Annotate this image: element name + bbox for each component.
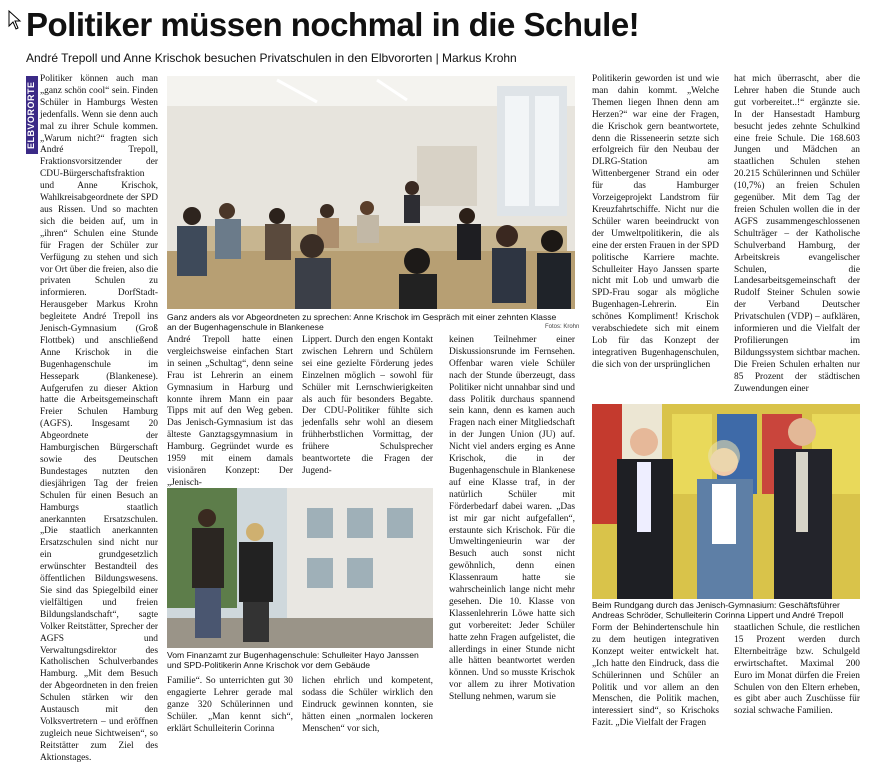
- headline: Politiker müssen nochmal in die Schule!: [26, 6, 640, 43]
- article-column-3b: [302, 676, 433, 736]
- article-text-4: keinen Teilnehmer einer Diskussionsrunde im Fernsehen. Offenbar waren viele Schüler nach der Stunde überzeugt, dass Politiker nicht unnahbar sind und dass Politik durchaus spannend sein kann, denn es kamen auch Fragen nach einer Mitgliedschaft in der Jungen Union (JU) auf. Nicht viel anders erging es Anne Krischok, die in der Bugenhagenschule in Blankenese auf eine Klasse traf, in der natürlich Schüler mit Förderbedarf dabei waren. „Das ist mir gar nicht aufgefallen“, erstaunte sich Krischok. Für die Umweltingenieurin war der Besuch auch sonst nicht gewöhnlich, denn einen Klassenraum hatte sie wahrscheinlich lange nicht mehr gesehen. Die 10. Klasse von Klassenlehrerin Löwe hatte sich gut vorbereitet: Jeder Schüler hatte zehn Fragen aufgelistet, die allerdings in einer Stunde nicht alle hätten beantwortet werden können. Und so musste Krischok vor allem zu ihrer Motivation Stellung nehmen, warum sie: [449, 335, 576, 703]
- article-column-2b: [167, 676, 293, 736]
- article-text-6: hat mich überrascht, aber die Lehrer haben die Stunde auch gut vorbereitet..!“ ergänzte sie. In der Hansestadt Hamburg besucht jedes zehnte Schulkind eine freie Schule. Die 168.603 Jungen und Mädchen an staatlichen Schulen stehen 20.215 Schülerinnen und Schüler (10,7%) an freien Schulen gegenüber. Mit dem Tag der freien Schulen wollen die in der AGFS zusammengeschlossenen Schulträger – der Katholische Schulverband Hamburg, der Arbeitskreis evangelischer Schulen, die Landesarbeitsgemeinschaft der Rudolf Steiner Schulen sowie der Verband Deutscher Privatschulen (VDP) – aufklären, informieren und die Vielfalt der Profilierungen im Bildungssystem sichtbar machen. Die Freien Schulen erhalten nur 85 Prozent der städtischen Zuwendungen einer: [734, 74, 860, 394]
- article-text-1: Politiker können auch man „ganz schön cool“ sein. Finden Schüler in Hamburgs Westen jedenfalls. Wenn sie denn auch mal zu ihrer Schule kommen. „Warum nicht?“ fragten sich André Trepoll, Fraktionsvorsitzender der CDU-Bürgerschaftsfraktion und Anne Krischok, Wahlkreisabgeordnete der SPD aus Rissen. Und so machten sich die beiden auf, um in „ihren“ Schulen eine Stunde für Fragen der Schüler zur Verfügung zu stehen und sich vor Ort über die freien, also die privaten Schulen zu informieren. DorfStadt-Herausgeber Markus Krohn begleitete André Trepoll ins Jenisch-Gymnasium (Groß Flottbek) und anschließend Anne Krischok in die Bugenhagenschule im Hessepark (Blankenese). Aufgerufen zu dieser Aktion hatte die Arbeitsgemeinschaft Freier Schulen Hamburg (AGFS). Insgesamt 20 Abgeordnete der Hamburgischen Bürgerschaft sowie des Deutschen Bundestages nutzten den diesjährigen Tag der freien Schulen für einen Besuch an Hamburgs staatlich anerkannten Ersatzschulen. „Die staatlich anerkannten Ersatzschulen sind nicht nur ein grundgesetzlich erwünschter Bestandteil des öffentlichen Bildungswesens. Sie sind das Spiegelbild einer vielfältigen und freien Bildungslandschaft“, sagte Volker Reitstätter, Sprecher der AGFS und Verwaltungsdirektor des Katholischen Schulverbandes Hamburg. „Mit dem Besuch der Abgeordneten in den freien Schulen stärken wir den Austausch mit den Volksvertretern – und eröffnen zugleich neue Sichtweisen“, so Reitstätter zum Ziel des Aktionstages.: [40, 74, 158, 763]
- article-text-2: André Trepoll hatte einen vergleichsweise einfachen Start in seinen „Schultag“, denn seine Frau ist Lehrerin an einem Gymnasium in Harburg und konnte ihrem Mann ein paar Tipps mit auf den Weg geben. Das Jenisch-Gymnasium ist das älteste Ganztagsgymnasium in Hamburg. Gegründet wurde es 1959 mit einem damals visionären Konzept: Der „Jenisch-: [167, 335, 293, 488]
- caption-main-photo: Ganz anders als vor Abgeordneten zu sprechen: Anne Krischok im Gespräch mit einer zehnten Klasse an der Bugenhagenschule in Blankenese: [167, 312, 557, 332]
- article-text-2b: Familie“. So unterrichten gut 30 engagierte Lehrer gerade mal ganze 320 Schülerinnen und Schüler. „Man kennt sich“, erklärt Schulleiterin Corinna: [167, 676, 293, 734]
- article-column-3: [302, 335, 433, 481]
- mouse-cursor-icon: [8, 10, 22, 30]
- classroom-photo: [167, 76, 575, 309]
- article-text-3b: lichen ehrlich und kompetent, sodass die Schüler wirklich den Eindruck gewinnen konnten, sie hätten einen „normalen lockeren Menschen“ vor sich,: [302, 676, 433, 734]
- section-tag: ELBVORORTE: [26, 76, 38, 154]
- school-exterior-photo: [167, 488, 433, 648]
- article-text-3: Lippert. Durch den engen Kontakt zwischen Lehrern und Schülern sei eine gezielte Förderung jedes Einzelnen möglich – sowohl für Schüler mit Lernschwierigkeiten als auch für besonders Begabte. Der CDU-Politiker fühlte sich jedenfalls sehr wohl an diesem frühherbstlichen Vormittag, der frühere Schulsprecher beantwortete die Fragen der Jugend-: [302, 335, 433, 476]
- article-text-5: Politikerin geworden ist und wie man dahin kommt. „Welche Themen liegen Ihnen denn am Herzen?“ war eine der Fragen, die Krischok gern beantwortete, denn die Risseneerin setzte sich erfolgreich für den Neubau der DLRG-Station am Wittenbergener Strand ein oder für das Hamburger Vorzeigeprojekt Landstrom für Kreuzfahrtschiffe. Nicht nur die Schüler waren beeindruckt von der Umweltpolitikerin, die als eine der ersten Frauen in der SPD politische Karriere machte. Schulleiter Hayo Janssen sparte nicht mit Lob und umwarb die SPD-Frau sogar als mögliche Bugenhagen-Lehrerin. Ein schönes Kompliment! Krischok verabschiedete sich mit einem Lob für das Konzept der integrativen Bugenhagenschulen, die sich von der ursprünglichen: [592, 74, 719, 370]
- article-column-2: [167, 335, 293, 488]
- visitors-photo: [592, 404, 860, 599]
- caption-right-photo: Beim Rundgang durch das Jenisch-Gymnasium: Geschäftsführer Andreas Schröder, Schulleiterin Corinna Lippert und André Trepoll: [592, 600, 844, 620]
- article-column-5: [592, 74, 719, 400]
- article-column-6: [734, 74, 860, 400]
- article-column-4: [449, 335, 575, 736]
- subline: André Trepoll und Anne Krischok besuchen Privatschulen in den Elbvororten | Markus Krohn: [26, 51, 517, 65]
- article-text-5b: Form der Behindertenschule hin zu dem heutigen integrativen Konzept weiter entwickelt hat. „Ich hatte den Eindruck, dass die Schülerinnen und Schüler an Politik und vor allem an den Menschen, die Politik machen, interessiert sind“, so Krischoks Fazit. „Die Vielfalt der Fragen: [592, 623, 719, 729]
- article-column-1: [40, 74, 158, 763]
- caption-small-photo: Vom Finanzamt zur Bugenhagenschule: Schulleiter Hayo Janssen und SPD-Politikerin Anne Krischok vor dem Gebäude: [167, 650, 419, 670]
- article-column-5b: [592, 623, 719, 736]
- article-text-6b: staatlichen Schule, die restlichen 15 Prozent werden durch Elternbeiträge bzw. Schulgeld erwirtschaftet. Maximal 200 Euro im Monat dürfen die Freien Schulen von den Eltern erheben, es gibt aber auch Zuschüsse für sozial schwache Familien.: [734, 623, 860, 717]
- article-column-6b: [734, 623, 860, 736]
- photo-credit: Fotos: Krohn: [545, 324, 580, 330]
